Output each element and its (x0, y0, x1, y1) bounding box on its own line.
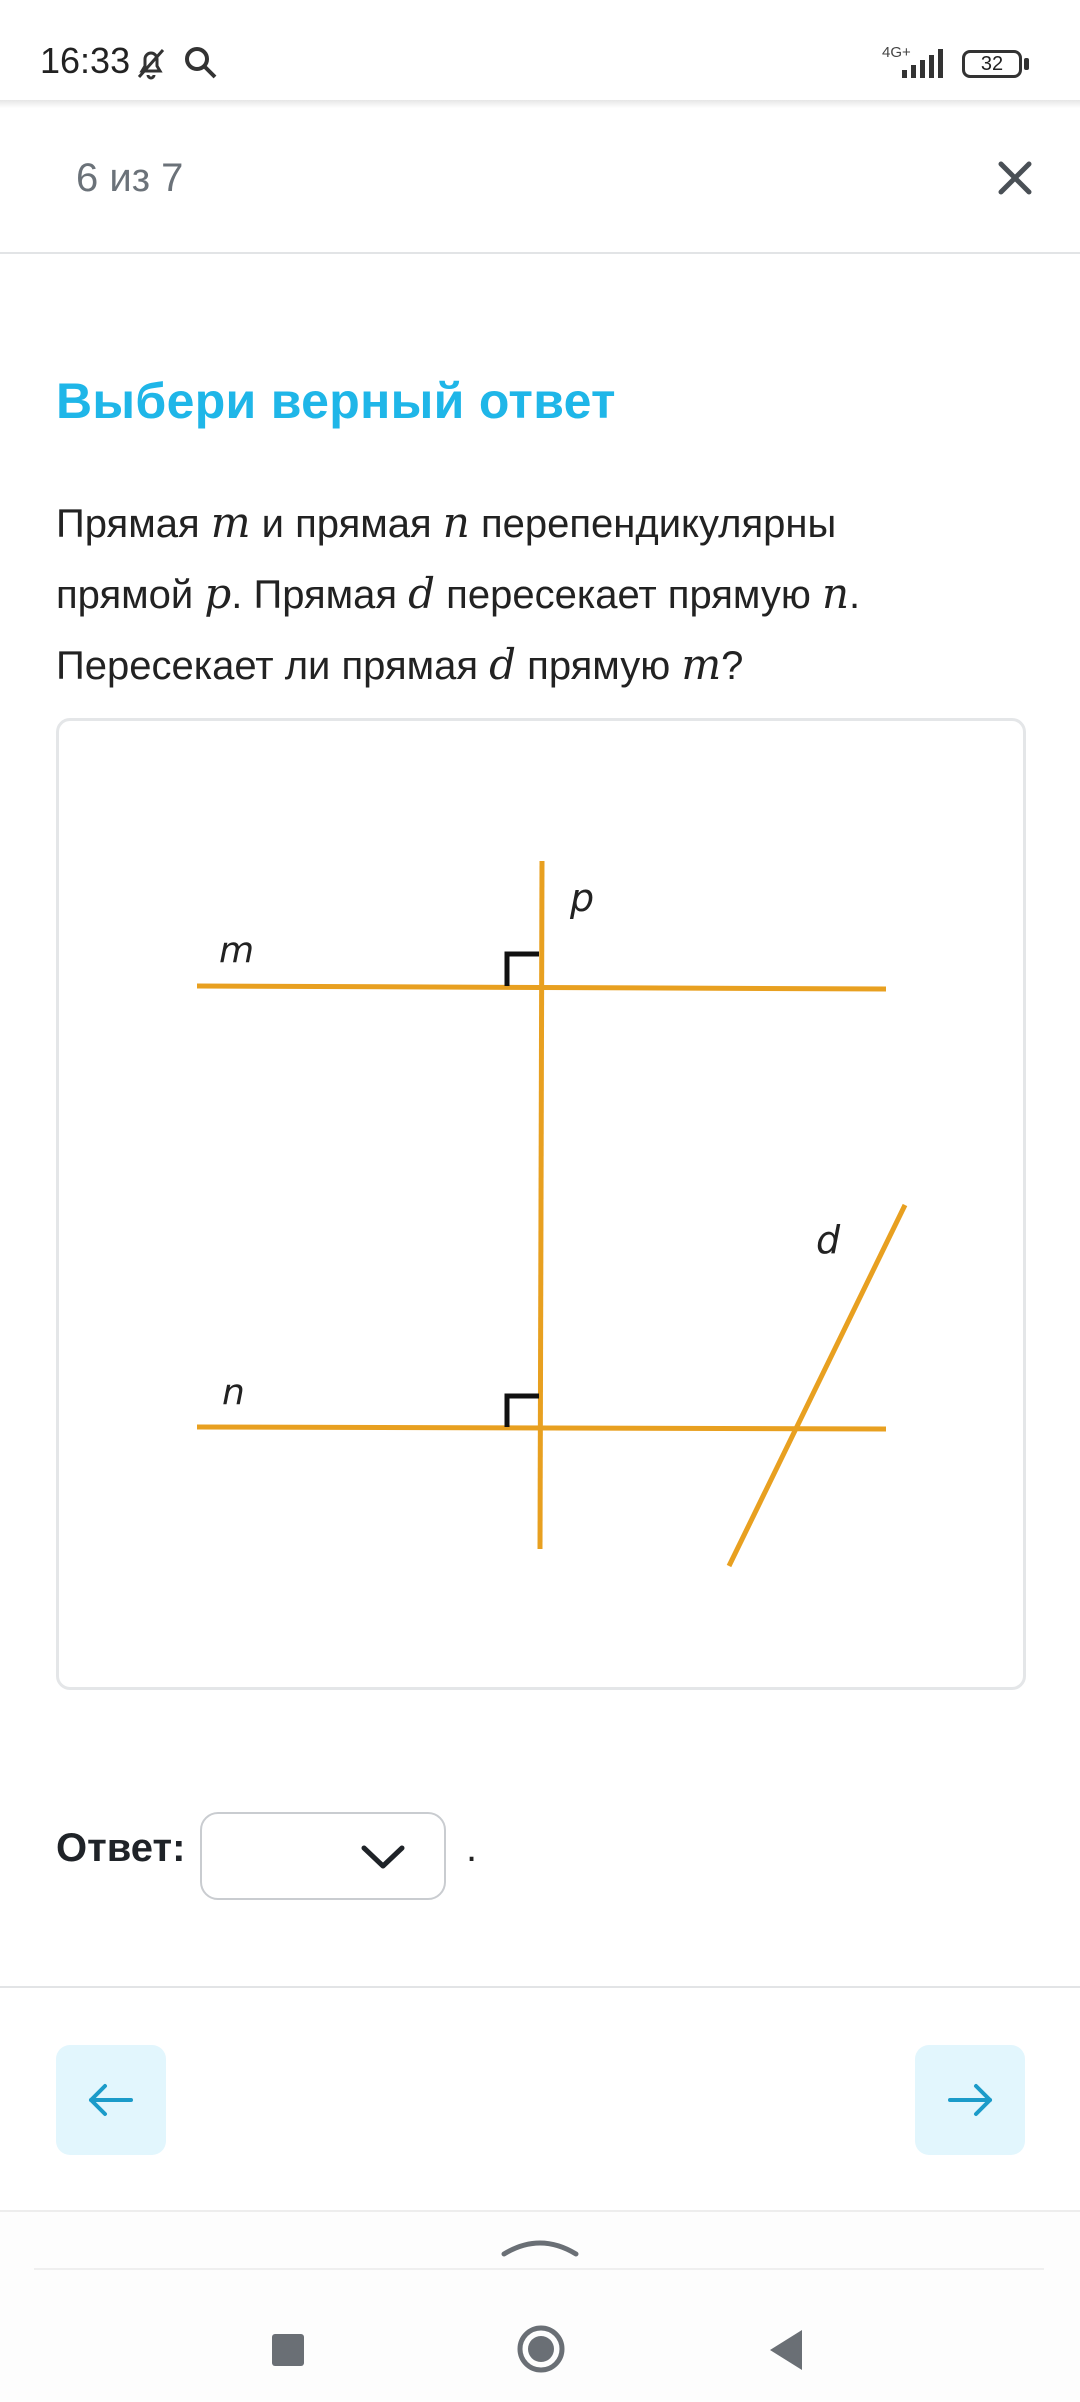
home-icon[interactable] (516, 2324, 566, 2374)
label-m: m (219, 930, 255, 971)
header-shadow (0, 100, 1080, 108)
variable-d: d (408, 569, 436, 618)
back-icon[interactable] (766, 2328, 806, 2372)
recents-icon[interactable] (270, 2332, 306, 2368)
answer-label: Ответ: (56, 1826, 186, 1870)
right-angle-mark-m (507, 954, 539, 986)
question-fragment: ? (721, 644, 744, 688)
question-fragment: пересекает прямую (435, 573, 822, 617)
previous-button[interactable] (56, 2045, 166, 2155)
system-nav-separator (34, 2268, 1044, 2270)
battery-icon (962, 50, 1022, 78)
question-fragment: . (849, 573, 861, 617)
footer-divider (0, 1986, 1080, 1988)
right-angle-mark-n (507, 1396, 539, 1427)
question-fragment: прямую (516, 644, 682, 688)
variable-n: n (442, 498, 470, 547)
answer-dropdown[interactable] (200, 1812, 446, 1900)
chevron-down-icon (360, 1842, 406, 1872)
question-fragment: Прямая (56, 502, 211, 546)
label-n: n (222, 1372, 245, 1413)
arrow-left-icon (85, 2080, 137, 2120)
answer-trailing-period: . (466, 1826, 478, 1870)
variable-d: d (489, 640, 517, 689)
line-p (540, 861, 542, 1549)
figure-panel (56, 718, 1026, 1690)
search-icon (182, 44, 220, 87)
variable-p: p (204, 569, 232, 618)
question-text (56, 488, 1036, 701)
system-navigation-bar (0, 2210, 1080, 2402)
close-button[interactable] (985, 148, 1045, 208)
question-fragment: перепендикулярны (469, 502, 837, 546)
chevron-up-icon[interactable] (500, 2234, 580, 2258)
question-fragment: . Прямая (231, 573, 409, 617)
bell-off-icon (132, 44, 170, 87)
arrow-right-icon (944, 2080, 996, 2120)
question-fragment: и прямая (250, 502, 443, 546)
label-d: d (816, 1218, 841, 1262)
variable-m: m (210, 498, 251, 547)
battery-level: 32 (980, 53, 1004, 75)
label-p: p (570, 876, 595, 920)
variable-m: m (681, 640, 722, 689)
signal-icon (900, 46, 952, 85)
status-time: 16:33 (40, 40, 131, 81)
question-fragment: Пересекает ли прямая (56, 644, 490, 688)
next-button[interactable] (915, 2045, 1025, 2155)
task-progress: 6 из 7 (76, 156, 184, 200)
geometry-figure (59, 721, 1023, 1687)
network-type: 4G+ (882, 44, 911, 61)
status-bar (0, 0, 1080, 100)
close-icon (995, 158, 1035, 198)
task-header (0, 108, 1080, 254)
question-fragment: прямой (56, 573, 205, 617)
task-heading: Выбери верный ответ (56, 373, 616, 429)
variable-n: n (821, 569, 850, 618)
battery-tip (1024, 58, 1029, 70)
